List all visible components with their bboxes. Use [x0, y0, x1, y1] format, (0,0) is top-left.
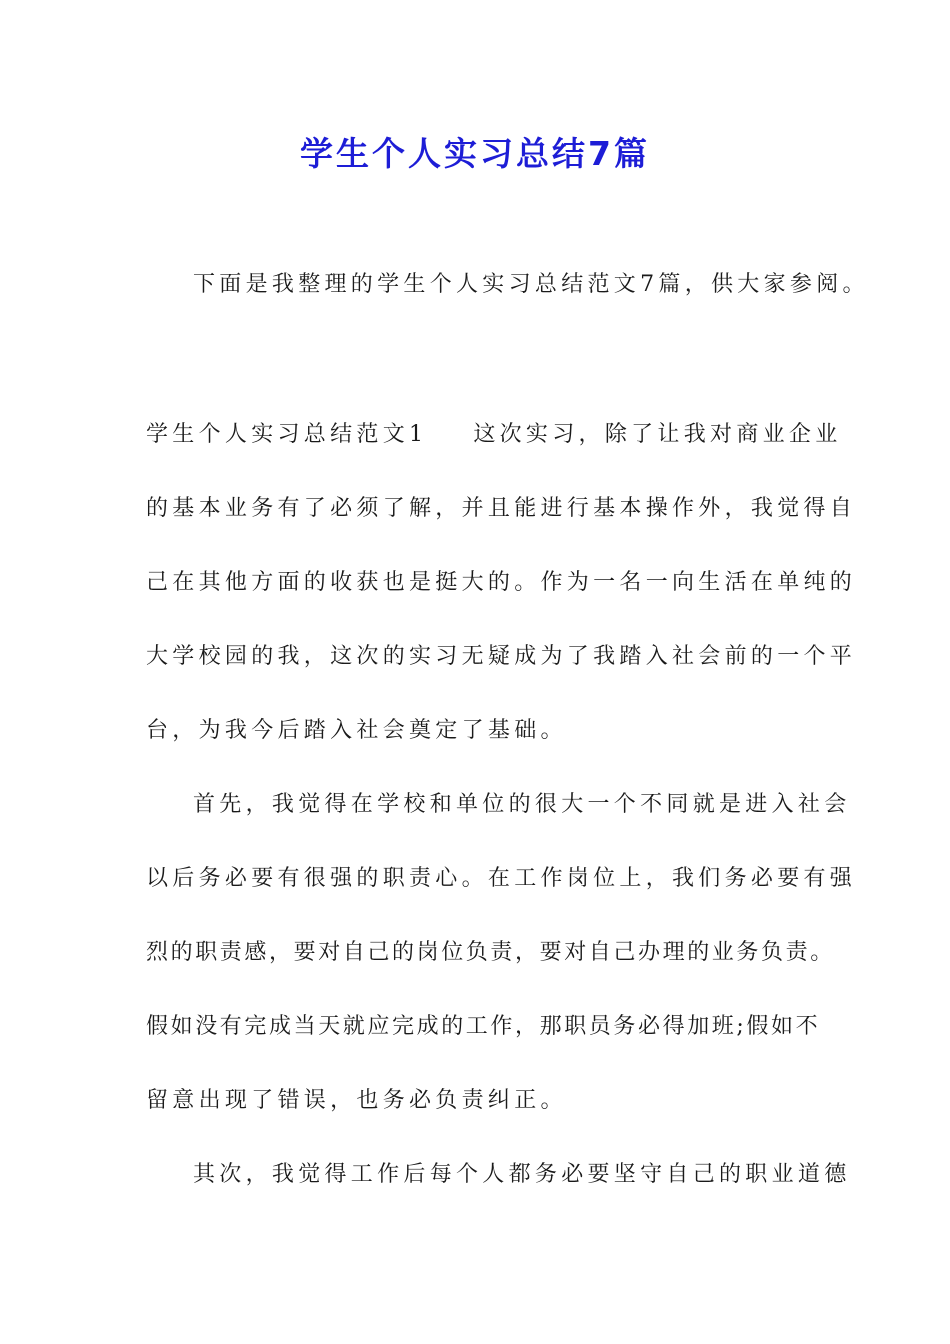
paragraph-line: 己在其他方面的收获也是挺大的。作为一名一向生活在单纯的 — [146, 570, 857, 595]
paragraph-line: 以后务必要有很强的职责心。在工作岗位上，我们务必要有强 — [146, 866, 857, 891]
section-heading: 学生个人实习总结范文1 — [146, 422, 428, 447]
paragraph-line: 烈的职责感，要对自己的岗位负责，要对自己办理的业务负责。 — [146, 940, 835, 965]
paragraph-line: 台，为我今后踏入社会奠定了基础。 — [146, 718, 567, 743]
intro-paragraph: 下面是我整理的学生个人实习总结范文7篇，供大家参阅。 — [193, 272, 869, 297]
paragraph-line: 留意出现了错误，也务必负责纠正。 — [146, 1088, 567, 1113]
paragraph-line: 首先，我觉得在学校和单位的很大一个不同就是进入社会 — [193, 792, 851, 817]
paragraph-text: 这次实习，除了让我对商业企业 — [473, 422, 842, 447]
paragraph-line: 的基本业务有了必须了解，并且能进行基本操作外，我觉得自 — [146, 496, 857, 521]
paragraph-line: 大学校园的我，这次的实习无疑成为了我踏入社会前的一个平 — [146, 644, 857, 669]
paragraph-line: 假如没有完成当天就应完成的工作，那职员务必得加班;假如不 — [146, 1014, 821, 1039]
document-title: 学生个人实习总结7篇 — [300, 134, 650, 173]
paragraph-line — [146, 420, 842, 450]
paragraph-line: 其次，我觉得工作后每个人都务必要坚守自己的职业道德 — [193, 1162, 851, 1187]
